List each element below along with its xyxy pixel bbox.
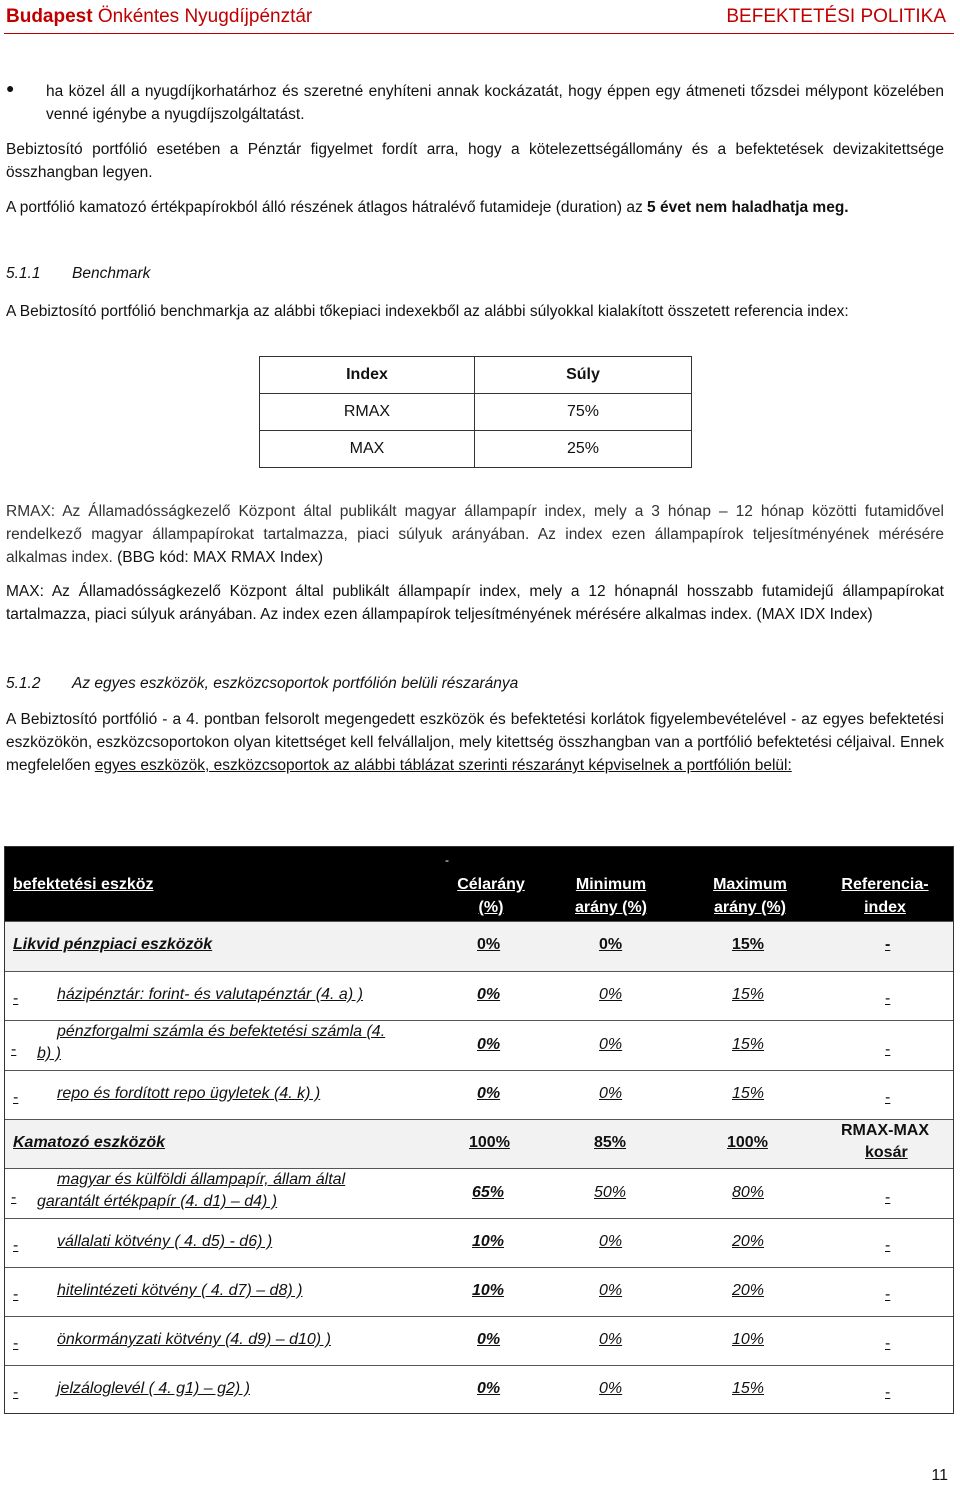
row-min: 0% — [599, 936, 623, 953]
row-ref: - — [885, 1189, 891, 1206]
header-dash: - — [445, 853, 449, 867]
allocation-table-header — [5, 847, 953, 921]
row-target: 0% — [477, 936, 501, 953]
allocation-table — [4, 846, 954, 1414]
row-ref: - — [885, 936, 891, 953]
max-header-line1: Maximum — [713, 876, 787, 893]
row-max: 20% — [732, 1282, 765, 1299]
index-name: MAX — [260, 431, 475, 468]
row-label: önkormányzati kötvény (4. d9) – d10) ) — [57, 1331, 331, 1348]
row-ref: - — [885, 1041, 891, 1058]
rmax-description: RMAX: Az Államadósságkezelő Központ által publikált magyar állampapír index, mely a 3 hónap – 12 hónap közötti futamidővel rendelkező magyar állampapírokat tartalmazza, piaci súlyuk arányában. Az index ezen állampapírok teljesítményének mérésére alkalmas index. — [6, 503, 944, 566]
row-ref: - — [885, 1089, 891, 1106]
table-row — [5, 921, 953, 971]
target-header-line1: Célarány — [457, 876, 525, 893]
index-weight: 75% — [475, 394, 692, 431]
paragraph-allocation — [6, 708, 944, 777]
min-header — [555, 873, 667, 919]
table-row — [5, 1168, 953, 1218]
row-min: 0% — [599, 1380, 623, 1397]
row-min: 0% — [599, 1233, 623, 1250]
row-dash: - — [13, 1384, 19, 1401]
row-target: 0% — [477, 1036, 501, 1053]
paragraph-duration — [6, 196, 944, 219]
row-dash: - — [13, 1286, 19, 1303]
row-label: jelzáloglevél ( 4. g1) – g2) ) — [57, 1380, 250, 1397]
max-header — [690, 873, 810, 919]
row-target: 10% — [472, 1233, 505, 1250]
header-org-name — [6, 6, 312, 28]
bullet-text: ha közel áll a nyugdíjkorhatárhoz és szeretné enyhíteni annak kockázatát, hogy éppen egy átmeneti tőzsdei mélypont közelében venné igénybe a nyugdíjszolgáltatást. — [46, 83, 944, 123]
row-min: 0% — [599, 1085, 623, 1102]
row-min: 0% — [599, 1036, 623, 1053]
row-target: 0% — [477, 1085, 501, 1102]
row-label-line1: magyar és külföldi állampapír, állam által — [57, 1171, 346, 1188]
table-row — [5, 1316, 953, 1365]
row-dash: - — [11, 1041, 17, 1058]
row-max: 15% — [732, 1380, 765, 1397]
row-ref: - — [885, 1335, 891, 1352]
row-target: 100% — [469, 1134, 510, 1151]
row-label: Likvid pénzpiaci eszközök — [13, 936, 213, 953]
row-dash: - — [13, 1089, 19, 1106]
row-target: 65% — [472, 1184, 505, 1201]
index-table-row — [260, 431, 692, 468]
index-table-header — [260, 357, 692, 394]
ref-header — [820, 873, 950, 919]
asset-header: befektetési eszköz — [13, 876, 154, 893]
row-max: 80% — [732, 1184, 765, 1201]
row-label: hitelintézeti kötvény ( 4. d7) – d8) ) — [57, 1282, 303, 1299]
table-row — [5, 1119, 953, 1168]
row-max: 20% — [732, 1233, 765, 1250]
row-label: házipénztár: forint- és valutapénztár (4. a) ) — [57, 986, 363, 1003]
max-header-line2: arány (%) — [713, 899, 787, 916]
row-max: 15% — [732, 1085, 765, 1102]
target-header-line2: (%) — [478, 899, 504, 916]
row-min: 0% — [599, 986, 623, 1003]
paragraph-max: MAX: Az Államadósságkezelő Központ által publikált állampapír index, mely a 12 hónapnál hosszabb futamidejű állampapírokat tartalmazza, piaci súlyuk arányában. Az index ezen állampapírok teljesítményének mérésére alkalmas index. (MAX IDX Index) — [6, 583, 944, 623]
min-header-line1: Minimum — [575, 876, 647, 893]
row-min: 0% — [599, 1331, 623, 1348]
row-ref: - — [885, 1286, 891, 1303]
row-min: 85% — [594, 1134, 627, 1151]
index-weight-table — [259, 356, 692, 468]
index-header: Index — [260, 357, 475, 394]
duration-text: A portfólió kamatozó értékpapírokból álló részének átlagos hátralévő futamideje (duration) az — [6, 199, 648, 216]
row-label: vállalati kötvény ( 4. d5) - d6) ) — [57, 1233, 273, 1250]
rmax-bbg-code: (BBG kód: MAX RMAX Index) — [112, 549, 324, 566]
table-row — [5, 1070, 953, 1119]
section-title-benchmark: Benchmark — [72, 265, 151, 282]
index-table-row — [260, 394, 692, 431]
row-label-line2: garantált értékpapír (4. d1) – d4) ) — [37, 1193, 278, 1210]
row-dash: - — [13, 990, 19, 1007]
row-min: 50% — [594, 1184, 627, 1201]
row-label-line2: b) ) — [37, 1045, 61, 1062]
row-ref: - — [885, 1384, 891, 1401]
row-label-line1: pénzforgalmi számla és befektetési számla (4. — [57, 1023, 386, 1040]
ref-header-line1: Referencia- — [841, 876, 929, 893]
section-number-512: 5.1.2 — [6, 675, 41, 692]
row-max: 10% — [732, 1331, 765, 1348]
table-row — [5, 1365, 953, 1413]
row-ref-line2: kosár — [865, 1144, 908, 1161]
allocation-text: A Bebiztosító portfólió - a 4. pontban felsorolt megengedett eszközök és befektetési korlátok figyelembevételével - az egyes befektetési eszközökön, eszközcsoportokon olyan kitettséget kell felvállaljon, mely kitettség összhangban van a portfólió befektetési céljaival. Ennek megfelelően — [6, 711, 944, 774]
row-target: 10% — [472, 1282, 505, 1299]
org-name-bold: Budapest — [6, 6, 93, 27]
row-dash: - — [11, 1189, 17, 1206]
section-title-allocation: Az egyes eszközök, eszközcsoportok portfólión belüli részaránya — [72, 675, 519, 692]
duration-limit: 5 évet nem haladhatja meg. — [647, 199, 849, 216]
weight-header: Súly — [475, 357, 692, 394]
org-name-rest: Önkéntes Nyugdíjpénztár — [97, 6, 313, 27]
table-row — [5, 1267, 953, 1316]
paragraph-rmax — [6, 500, 944, 569]
bullet-dot-icon: ● — [6, 80, 15, 96]
index-weight: 25% — [475, 431, 692, 468]
header-doc-title: BEFEKTETÉSI POLITIKA — [726, 6, 946, 27]
ref-header-line2: index — [864, 899, 906, 916]
row-max: 15% — [732, 1036, 765, 1053]
paragraph-benchmark: A Bebiztosító portfólió benchmarkja az alábbi tőkepiaci indexekből az alábbi súlyokkal kialakított összetett referencia index: — [6, 303, 849, 320]
index-name: RMAX — [260, 394, 475, 431]
min-header-line2: arány (%) — [574, 899, 648, 916]
row-label: repo és fordított repo ügyletek (4. k) ) — [57, 1085, 321, 1102]
row-target: 0% — [477, 1331, 501, 1348]
section-number-511: 5.1.1 — [6, 265, 41, 282]
row-target: 0% — [477, 1380, 501, 1397]
page-number: 11 — [931, 1467, 948, 1484]
row-ref-line1: RMAX-MAX — [841, 1122, 929, 1139]
target-header — [441, 873, 541, 919]
row-max: 100% — [727, 1134, 768, 1151]
allocation-text-underlined: egyes eszközök, eszközcsoportok az alábbi táblázat szerinti részarányt képviselnek a portfólión belül: — [94, 757, 792, 774]
table-row — [5, 971, 953, 1020]
row-label: Kamatozó eszközök — [13, 1134, 166, 1151]
paragraph-currency-exposure: Bebiztosító portfólió esetében a Pénztár figyelmet fordít arra, hogy a kötelezettségállomány és a befektetések devizakitettsége összhangban legyen. — [6, 141, 944, 181]
row-max: 15% — [732, 936, 765, 953]
table-row — [5, 1218, 953, 1267]
row-dash: - — [13, 1237, 19, 1254]
row-min: 0% — [599, 1282, 623, 1299]
row-ref: - — [885, 990, 891, 1007]
row-target: 0% — [477, 986, 501, 1003]
table-row — [5, 1020, 953, 1070]
row-dash: - — [13, 1335, 19, 1352]
row-ref: - — [885, 1237, 891, 1254]
row-max: 15% — [732, 986, 765, 1003]
header-divider — [4, 33, 954, 34]
